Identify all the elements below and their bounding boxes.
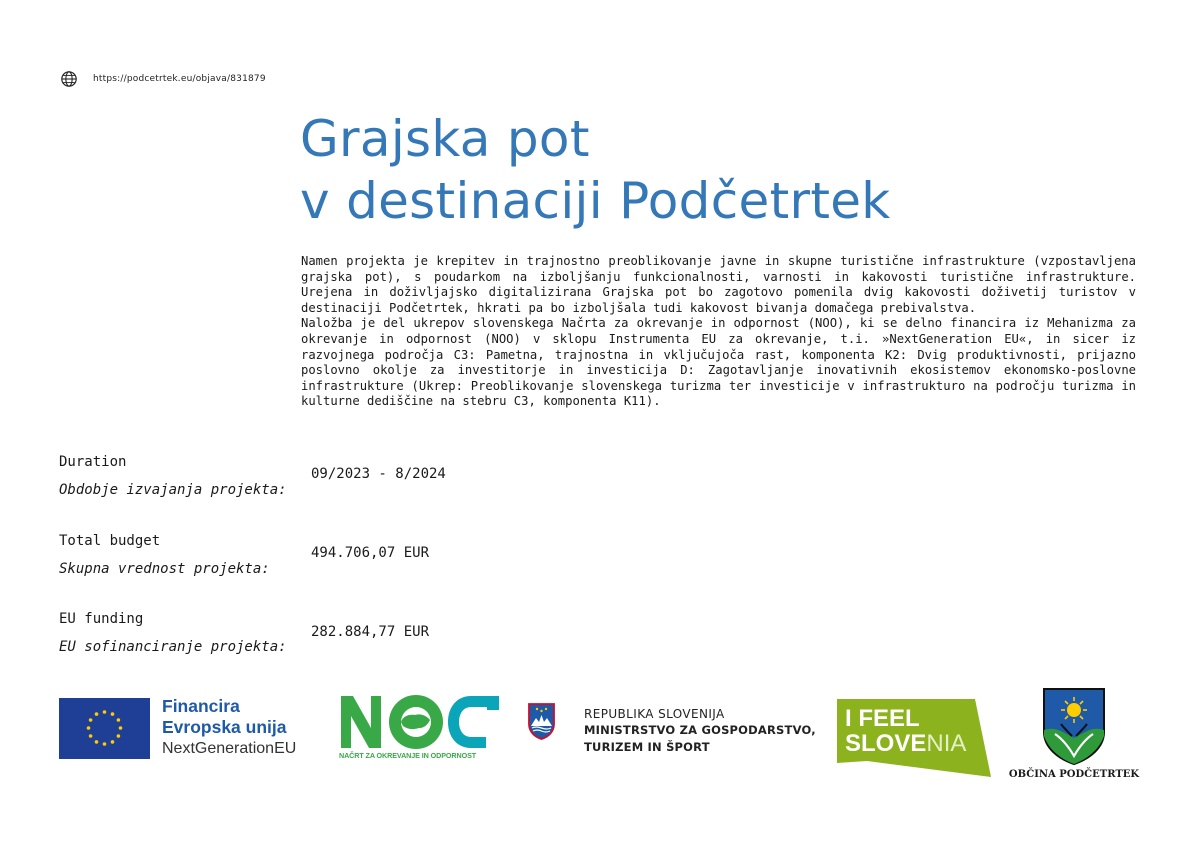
- obcina-podcetrtek-logo: [1008, 686, 1140, 780]
- ministry-logo: [526, 702, 816, 756]
- eu-line-1: Financira: [162, 696, 240, 716]
- i-feel-line-2-light: NIA: [926, 730, 967, 757]
- title-line-1: Grajska pot: [300, 110, 590, 168]
- eu-funding-label-en: EU funding: [59, 611, 144, 627]
- obcina-label: OBČINA PODČETRTEK: [1008, 769, 1140, 780]
- ministry-line-3: TURIZEM IN ŠPORT: [584, 740, 710, 754]
- page-title: [300, 108, 891, 232]
- ministry-line-1: REPUBLIKA SLOVENIJA: [584, 707, 725, 721]
- i-feel-line-1: I FEEL: [845, 705, 920, 732]
- ministry-line-2: MINISTRSTVO ZA GOSPODARSTVO,: [584, 723, 816, 737]
- description-paragraph-1: Namen projekta je krepitev in trajnostno preoblikovanje javne in skupne turistične infrastrukture (vzpostavljena grajska pot), s poudarkom na izboljšanju funkcionalnosti, varnosti in kakovosti turistične infrastrukture. Urejena in doživljajsko digitalizirana Grajska pot bo zagotovo pomenila dvig kakovosti doživetij turistov v destinaciji Podčetrtek, hkrati pa bo izboljšala tudi kakovost bivanja domačega prebivalstva.: [301, 254, 1136, 315]
- i-feel-slovenia-text: [845, 706, 966, 756]
- eu-line-2: Evropska unija: [162, 717, 287, 737]
- eu-line-3: NextGenerationEU: [162, 740, 297, 757]
- eu-funding-label: [59, 609, 287, 657]
- title-line-2: v destinaciji Podčetrtek: [300, 172, 891, 230]
- duration-value: 09/2023 - 8/2024: [311, 466, 446, 482]
- eu-logo: [59, 698, 296, 759]
- duration-label: [59, 452, 287, 500]
- i-feel-slovenia-logo: [837, 699, 991, 777]
- eu-funding-value: 282.884,77 EUR: [311, 624, 430, 640]
- slovenia-coat-of-arms-icon: [526, 702, 557, 740]
- total-budget-value: 494.706,07 EUR: [311, 545, 430, 561]
- funding-logos: [0, 680, 1200, 790]
- duration-label-sl: Obdobje izvajanja projekta:: [59, 482, 287, 498]
- project-description: [301, 254, 1136, 410]
- description-paragraph-2: Naložba je del ukrepov slovenskega Načrta za okrevanje in odpornost (NOO), ki se delno financira iz Mehanizma za okrevanje in odpornost (NOO) v sklopu Instrumenta EU za okrevanje, t.i. »NextGeneration EU«, in sicer iz razvojnega področja C3: Pametna, trajnostna in vključujoča rast, komponenta K2: Dvig produktivnosti, prijazno poslovno okolje za investitorje in investicija D: Zagotavljanje inovativnih ekosistemov ekonomsko-poslovne infrastrukture (Ukrep: Preoblikovanje slovenskega turizma ter investicije v infrastrukturo na področju turizma in kulturne dediščine na stebru C3, komponenta K11).: [301, 316, 1136, 409]
- i-feel-line-2: [845, 731, 966, 756]
- noo-logo-graphic: [339, 692, 501, 752]
- eu-logo-text: [162, 696, 296, 759]
- globe-icon: [60, 70, 78, 88]
- duration-label-en: Duration: [59, 454, 127, 470]
- i-feel-line-2-bold: SLOVE: [845, 730, 927, 757]
- noo-caption: NAČRT ZA OKREVANJE IN ODPORNOST: [339, 751, 477, 760]
- ministry-text: [584, 706, 816, 756]
- total-budget-label: [59, 531, 270, 579]
- url-header: [60, 70, 266, 88]
- total-budget-label-en: Total budget: [59, 533, 161, 549]
- noo-logo: [339, 692, 501, 764]
- total-budget-label-sl: Skupna vrednost projekta:: [59, 561, 270, 577]
- obcina-coat-of-arms-icon: [1041, 686, 1107, 766]
- eu-funding-label-sl: EU sofinanciranje projekta:: [59, 639, 287, 655]
- page-url[interactable]: https://podcetrtek.eu/objava/831879: [93, 74, 266, 84]
- eu-flag-icon: [59, 698, 150, 759]
